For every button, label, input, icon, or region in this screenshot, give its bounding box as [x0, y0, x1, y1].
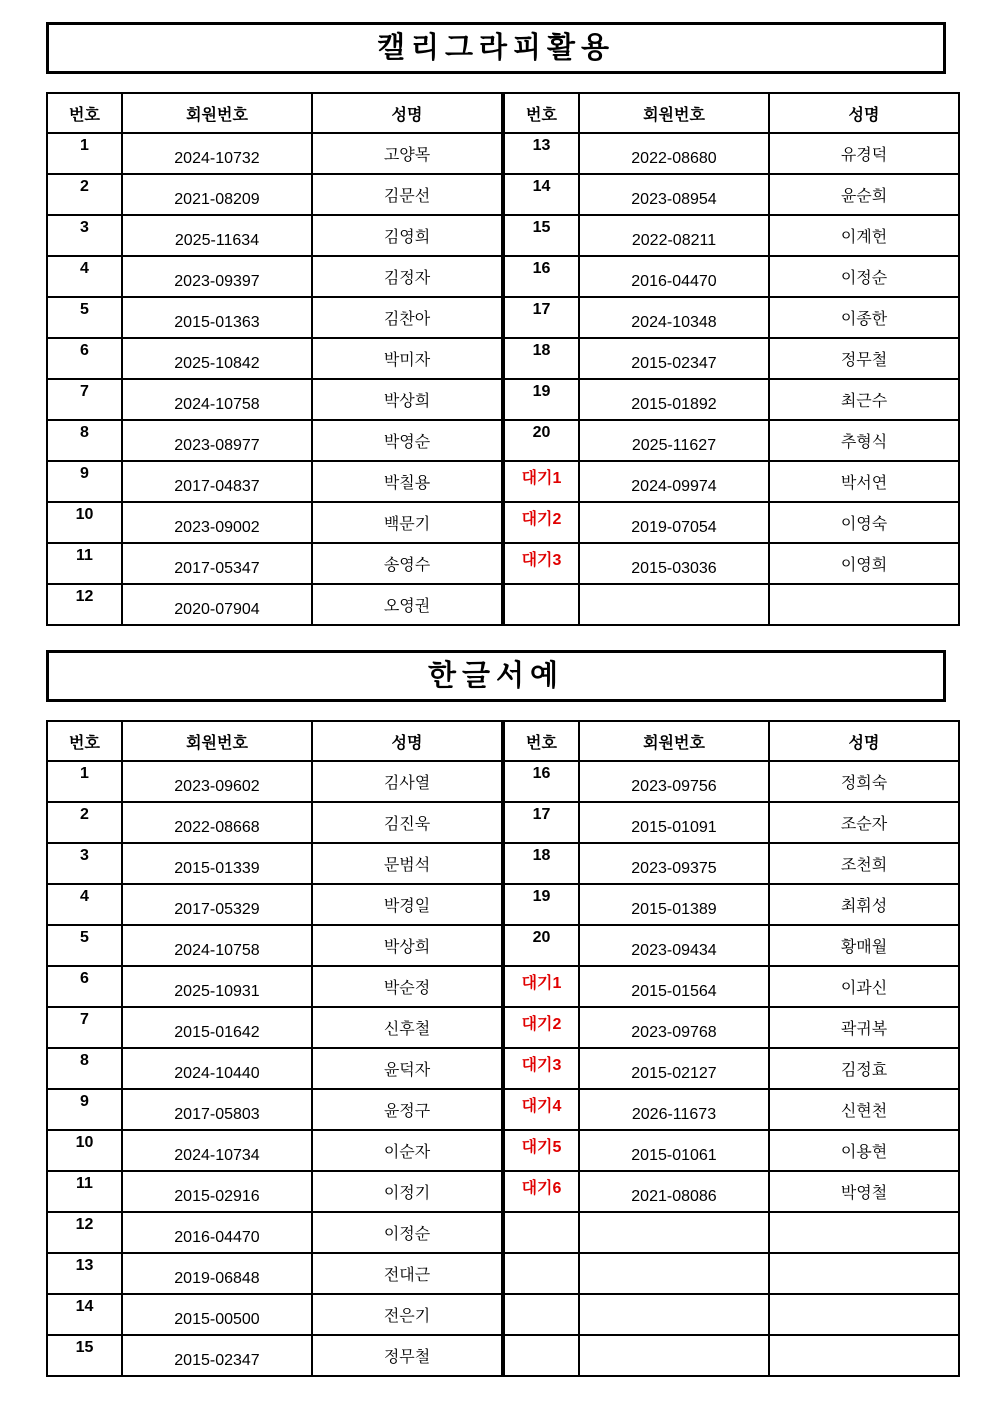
table-row — [47, 379, 502, 420]
table-row — [504, 1048, 959, 1089]
table-row — [504, 1007, 959, 1048]
row-member-id: 2015-01892 — [579, 379, 769, 420]
row-member-name: 윤순희 — [769, 174, 959, 215]
row-number: 13 — [504, 133, 579, 174]
row-number: 4 — [47, 256, 122, 297]
row-member-name: 백문기 — [312, 502, 502, 543]
row-member-id — [579, 1294, 769, 1335]
row-member-name: 이용현 — [769, 1130, 959, 1171]
row-member-id: 2015-00500 — [122, 1294, 312, 1335]
row-number: 6 — [47, 966, 122, 1007]
table-row — [504, 843, 959, 884]
row-member-id: 2024-10732 — [122, 133, 312, 174]
column-header-member-id: 회원번호 — [579, 93, 769, 133]
row-number: 2 — [47, 802, 122, 843]
row-member-id: 2015-03036 — [579, 543, 769, 584]
row-member-name: 박서연 — [769, 461, 959, 502]
table-row — [47, 174, 502, 215]
table-header-row — [47, 93, 502, 133]
row-number: 14 — [504, 174, 579, 215]
table-row — [504, 543, 959, 584]
row-member-id: 2024-10758 — [122, 925, 312, 966]
row-member-id: 2015-01363 — [122, 297, 312, 338]
table-row — [504, 966, 959, 1007]
row-member-name: 박경일 — [312, 884, 502, 925]
table-header-row — [504, 721, 959, 761]
row-waiting-number: 대기1 — [504, 966, 579, 1007]
row-member-name — [769, 1212, 959, 1253]
section-hangul-calligraphy — [46, 650, 946, 1377]
row-number: 20 — [504, 420, 579, 461]
row-member-id: 2015-02916 — [122, 1171, 312, 1212]
row-number: 10 — [47, 502, 122, 543]
row-waiting-number: 대기3 — [504, 1048, 579, 1089]
table-row — [504, 584, 959, 625]
table-row — [47, 1007, 502, 1048]
table-row — [47, 1048, 502, 1089]
row-waiting-number: 대기2 — [504, 502, 579, 543]
table-row — [47, 584, 502, 625]
table-row — [47, 297, 502, 338]
row-member-name: 오영권 — [312, 584, 502, 625]
row-member-id: 2023-09375 — [579, 843, 769, 884]
row-member-name: 김진욱 — [312, 802, 502, 843]
row-member-name: 곽귀복 — [769, 1007, 959, 1048]
table-row — [47, 420, 502, 461]
row-member-name: 신현천 — [769, 1089, 959, 1130]
row-member-name: 최휘성 — [769, 884, 959, 925]
row-member-id: 2026-11673 — [579, 1089, 769, 1130]
row-member-id: 2025-11627 — [579, 420, 769, 461]
section-tables — [46, 92, 946, 626]
row-member-name: 조순자 — [769, 802, 959, 843]
table-row — [504, 884, 959, 925]
roster-table-left — [46, 92, 503, 626]
section-title-box — [46, 22, 946, 74]
table-row — [504, 1089, 959, 1130]
row-number — [504, 1253, 579, 1294]
row-waiting-number: 대기3 — [504, 543, 579, 584]
row-number: 19 — [504, 884, 579, 925]
row-member-id: 2023-09768 — [579, 1007, 769, 1048]
row-member-id: 2015-01091 — [579, 802, 769, 843]
row-member-id — [579, 584, 769, 625]
row-member-name: 김정효 — [769, 1048, 959, 1089]
section-calligraphy — [46, 22, 946, 626]
row-member-id: 2015-02347 — [579, 338, 769, 379]
table-row — [504, 1335, 959, 1376]
table-row — [47, 1253, 502, 1294]
row-number: 18 — [504, 338, 579, 379]
row-member-name: 박순정 — [312, 966, 502, 1007]
row-member-name: 윤정구 — [312, 1089, 502, 1130]
row-number: 17 — [504, 297, 579, 338]
column-header-member-id: 회원번호 — [122, 721, 312, 761]
row-member-name: 문범석 — [312, 843, 502, 884]
row-number: 16 — [504, 256, 579, 297]
table-row — [504, 379, 959, 420]
table-row — [47, 1294, 502, 1335]
row-member-name: 정희숙 — [769, 761, 959, 802]
row-member-name: 박상희 — [312, 379, 502, 420]
row-member-id: 2023-09602 — [122, 761, 312, 802]
row-member-id: 2015-01642 — [122, 1007, 312, 1048]
row-member-name: 전대근 — [312, 1253, 502, 1294]
table-row — [47, 215, 502, 256]
row-member-name: 유경덕 — [769, 133, 959, 174]
row-number: 8 — [47, 1048, 122, 1089]
row-member-id: 2015-01389 — [579, 884, 769, 925]
row-number: 12 — [47, 584, 122, 625]
roster-table-right — [503, 92, 960, 626]
table-row — [504, 133, 959, 174]
row-member-name: 김영희 — [312, 215, 502, 256]
column-header-no: 번호 — [47, 93, 122, 133]
table-row — [47, 133, 502, 174]
row-member-name: 고양목 — [312, 133, 502, 174]
row-member-name: 송영수 — [312, 543, 502, 584]
table-row — [504, 1212, 959, 1253]
column-header-member-id: 회원번호 — [579, 721, 769, 761]
column-header-no: 번호 — [504, 93, 579, 133]
row-number: 6 — [47, 338, 122, 379]
row-member-id: 2015-01564 — [579, 966, 769, 1007]
section-spacer — [46, 626, 946, 650]
column-header-name: 성명 — [312, 721, 502, 761]
column-header-name: 성명 — [769, 93, 959, 133]
row-member-name — [769, 1335, 959, 1376]
table-row — [504, 502, 959, 543]
row-member-id: 2023-09002 — [122, 502, 312, 543]
row-waiting-number: 대기4 — [504, 1089, 579, 1130]
table-row — [47, 843, 502, 884]
row-number: 10 — [47, 1130, 122, 1171]
table-row — [47, 925, 502, 966]
table-header-row — [504, 93, 959, 133]
row-member-id: 2022-08680 — [579, 133, 769, 174]
row-member-id: 2020-07904 — [122, 584, 312, 625]
column-header-name: 성명 — [769, 721, 959, 761]
row-number — [504, 1335, 579, 1376]
row-number: 5 — [47, 297, 122, 338]
row-member-id: 2024-10734 — [122, 1130, 312, 1171]
row-member-id: 2019-06848 — [122, 1253, 312, 1294]
row-member-name: 이종한 — [769, 297, 959, 338]
row-member-id — [579, 1335, 769, 1376]
row-member-id: 2017-05803 — [122, 1089, 312, 1130]
row-member-name: 이과신 — [769, 966, 959, 1007]
row-number: 7 — [47, 1007, 122, 1048]
column-header-no: 번호 — [504, 721, 579, 761]
row-member-name — [769, 1253, 959, 1294]
row-member-id: 2021-08086 — [579, 1171, 769, 1212]
row-number — [504, 1294, 579, 1335]
row-member-id: 2016-04470 — [579, 256, 769, 297]
row-member-name — [769, 584, 959, 625]
table-row — [47, 1130, 502, 1171]
row-member-id: 2023-08977 — [122, 420, 312, 461]
row-number: 16 — [504, 761, 579, 802]
row-member-name: 이계헌 — [769, 215, 959, 256]
table-row — [504, 174, 959, 215]
row-member-id: 2019-07054 — [579, 502, 769, 543]
section-title: 한글서예 — [427, 659, 565, 692]
row-member-name: 박영철 — [769, 1171, 959, 1212]
row-number: 9 — [47, 461, 122, 502]
row-member-id: 2025-11634 — [122, 215, 312, 256]
table-row — [504, 1130, 959, 1171]
row-number: 4 — [47, 884, 122, 925]
row-member-id: 2023-09756 — [579, 761, 769, 802]
table-row — [504, 1294, 959, 1335]
row-number: 5 — [47, 925, 122, 966]
row-member-id: 2025-10931 — [122, 966, 312, 1007]
section-tables — [46, 720, 946, 1377]
table-row — [504, 338, 959, 379]
table-row — [504, 215, 959, 256]
row-member-name: 황매월 — [769, 925, 959, 966]
table-row — [504, 256, 959, 297]
section-title-box — [46, 650, 946, 702]
row-number — [504, 1212, 579, 1253]
row-number: 3 — [47, 843, 122, 884]
row-member-id: 2024-10758 — [122, 379, 312, 420]
row-number: 20 — [504, 925, 579, 966]
row-member-id: 2023-09434 — [579, 925, 769, 966]
row-member-name: 조천희 — [769, 843, 959, 884]
row-member-id: 2023-08954 — [579, 174, 769, 215]
row-number: 17 — [504, 802, 579, 843]
row-member-id: 2024-10440 — [122, 1048, 312, 1089]
row-member-name: 최근수 — [769, 379, 959, 420]
row-member-id: 2017-05329 — [122, 884, 312, 925]
row-number: 14 — [47, 1294, 122, 1335]
row-waiting-number: 대기5 — [504, 1130, 579, 1171]
table-row — [504, 761, 959, 802]
row-member-id: 2016-04470 — [122, 1212, 312, 1253]
table-row — [504, 1171, 959, 1212]
row-number: 11 — [47, 543, 122, 584]
row-member-name — [769, 1294, 959, 1335]
row-member-id: 2022-08668 — [122, 802, 312, 843]
row-waiting-number: 대기2 — [504, 1007, 579, 1048]
row-number: 2 — [47, 174, 122, 215]
table-row — [47, 543, 502, 584]
row-number: 1 — [47, 761, 122, 802]
row-member-name: 박상희 — [312, 925, 502, 966]
row-member-name: 김정자 — [312, 256, 502, 297]
table-row — [47, 1171, 502, 1212]
row-number: 8 — [47, 420, 122, 461]
table-row — [47, 884, 502, 925]
section-title: 캘리그라피활용 — [376, 31, 616, 64]
row-member-id — [579, 1253, 769, 1294]
row-member-name: 이정순 — [769, 256, 959, 297]
row-member-id: 2023-09397 — [122, 256, 312, 297]
table-row — [504, 297, 959, 338]
row-member-name: 박칠용 — [312, 461, 502, 502]
row-member-name: 김사열 — [312, 761, 502, 802]
table-row — [504, 925, 959, 966]
row-member-id: 2022-08211 — [579, 215, 769, 256]
row-member-id: 2015-01339 — [122, 843, 312, 884]
row-number: 13 — [47, 1253, 122, 1294]
row-member-name: 박영순 — [312, 420, 502, 461]
row-number: 15 — [504, 215, 579, 256]
table-row — [47, 338, 502, 379]
row-member-id: 2015-02347 — [122, 1335, 312, 1376]
row-member-name: 윤덕자 — [312, 1048, 502, 1089]
row-member-name: 박미자 — [312, 338, 502, 379]
table-row — [47, 1212, 502, 1253]
row-member-name: 신후철 — [312, 1007, 502, 1048]
row-number: 3 — [47, 215, 122, 256]
table-row — [47, 1089, 502, 1130]
table-row — [47, 1335, 502, 1376]
column-header-no: 번호 — [47, 721, 122, 761]
row-member-name: 이영숙 — [769, 502, 959, 543]
column-header-name: 성명 — [312, 93, 502, 133]
row-number: 1 — [47, 133, 122, 174]
row-number: 7 — [47, 379, 122, 420]
row-member-name: 이영희 — [769, 543, 959, 584]
row-member-id — [579, 1212, 769, 1253]
row-member-name: 전은기 — [312, 1294, 502, 1335]
row-member-id: 2024-10348 — [579, 297, 769, 338]
table-header-row — [47, 721, 502, 761]
row-member-id: 2025-10842 — [122, 338, 312, 379]
row-waiting-number: 대기6 — [504, 1171, 579, 1212]
row-number: 15 — [47, 1335, 122, 1376]
row-member-name: 정무철 — [769, 338, 959, 379]
row-member-id: 2017-04837 — [122, 461, 312, 502]
column-header-member-id: 회원번호 — [122, 93, 312, 133]
row-number: 19 — [504, 379, 579, 420]
row-member-id: 2024-09974 — [579, 461, 769, 502]
row-number: 11 — [47, 1171, 122, 1212]
roster-table-right — [503, 720, 960, 1377]
row-member-id: 2021-08209 — [122, 174, 312, 215]
table-row — [47, 966, 502, 1007]
row-member-id: 2015-01061 — [579, 1130, 769, 1171]
row-member-id: 2015-02127 — [579, 1048, 769, 1089]
row-number — [504, 584, 579, 625]
row-member-name: 추형식 — [769, 420, 959, 461]
table-row — [47, 461, 502, 502]
row-member-id: 2017-05347 — [122, 543, 312, 584]
table-row — [504, 461, 959, 502]
row-member-name: 김찬아 — [312, 297, 502, 338]
table-row — [504, 1253, 959, 1294]
row-member-name: 이정기 — [312, 1171, 502, 1212]
row-number: 12 — [47, 1212, 122, 1253]
row-waiting-number: 대기1 — [504, 461, 579, 502]
row-member-name: 이순자 — [312, 1130, 502, 1171]
row-number: 9 — [47, 1089, 122, 1130]
table-row — [47, 256, 502, 297]
roster-table-left — [46, 720, 503, 1377]
table-row — [47, 802, 502, 843]
row-member-name: 김문선 — [312, 174, 502, 215]
row-member-name: 이정순 — [312, 1212, 502, 1253]
row-number: 18 — [504, 843, 579, 884]
row-member-name: 정무철 — [312, 1335, 502, 1376]
table-row — [47, 502, 502, 543]
table-row — [47, 761, 502, 802]
table-row — [504, 420, 959, 461]
table-row — [504, 802, 959, 843]
